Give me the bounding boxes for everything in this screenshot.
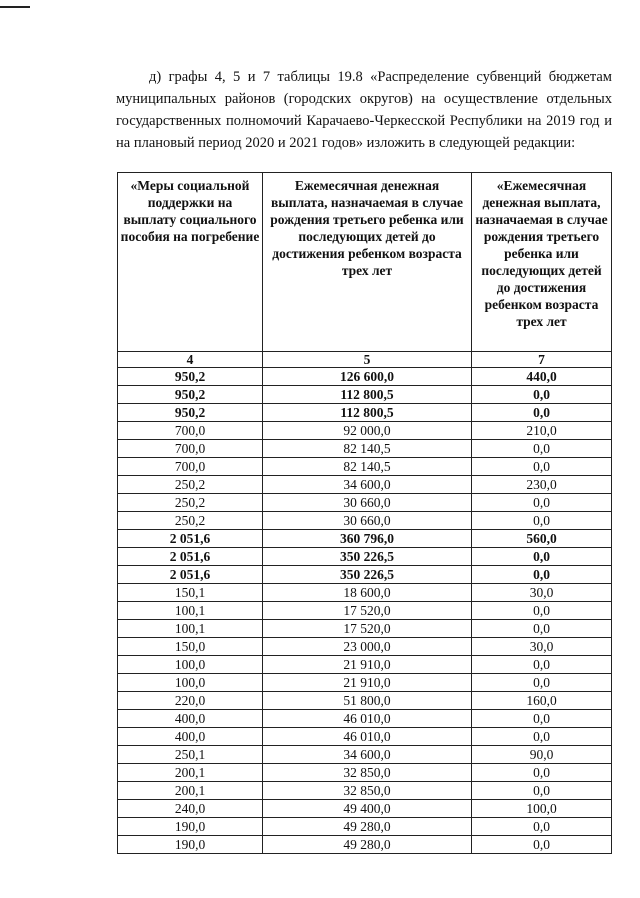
- table-cell: 250,2: [118, 512, 263, 530]
- intro-text: д) графы 4, 5 и 7 таблицы 19.8 «Распределение субвенций бюджетам муниципальных районов (городских округов) на осуществление отдельных государственных полномочий Карачаево-Черкесской Республики на 2019 год и на плановый период 2020 и 2021 годов» изложить в следующей редакции:: [116, 69, 612, 151]
- column-number: 5: [263, 352, 472, 368]
- table-cell: 100,1: [118, 602, 263, 620]
- table-cell: 2 051,6: [118, 548, 263, 566]
- table-row: [118, 656, 612, 674]
- header-monthly-payment-alt: «Ежемесячная денежная выплата, назначаемая в случае рождения третьего ребенка или последующих детей до достижения ребенком возраста трех лет: [472, 173, 612, 352]
- header-monthly-payment: Ежемесячная денежная выплата, назначаемая в случае рождения третьего ребенка или последующих детей до достижения ребенком возраста трех лет: [263, 173, 472, 352]
- table-cell: 190,0: [118, 818, 263, 836]
- table-cell: 230,0: [472, 476, 612, 494]
- table-cell: 34 600,0: [263, 476, 472, 494]
- table-cell: 100,0: [118, 656, 263, 674]
- table-cell: 210,0: [472, 422, 612, 440]
- table-cell: 0,0: [472, 404, 612, 422]
- table-cell: 150,0: [118, 638, 263, 656]
- table-cell: 21 910,0: [263, 656, 472, 674]
- table-cell: 82 140,5: [263, 458, 472, 476]
- table-cell: 0,0: [472, 782, 612, 800]
- table-row: [118, 710, 612, 728]
- table-cell: 160,0: [472, 692, 612, 710]
- table-cell: 0,0: [472, 818, 612, 836]
- table-cell: 18 600,0: [263, 584, 472, 602]
- table-cell: 112 800,5: [263, 386, 472, 404]
- table-cell: 0,0: [472, 458, 612, 476]
- table-cell: 400,0: [118, 728, 263, 746]
- subvention-table: [117, 172, 612, 854]
- table-cell: 950,2: [118, 404, 263, 422]
- table-row: [118, 836, 612, 854]
- table-row: [118, 548, 612, 566]
- table-cell: 0,0: [472, 386, 612, 404]
- table-cell: 82 140,5: [263, 440, 472, 458]
- table-cell: 100,0: [472, 800, 612, 818]
- table-cell: 46 010,0: [263, 728, 472, 746]
- intro-paragraph: [116, 66, 612, 154]
- table-cell: 0,0: [472, 764, 612, 782]
- table-row: [118, 494, 612, 512]
- table-cell: 2 051,6: [118, 530, 263, 548]
- table-cell: 220,0: [118, 692, 263, 710]
- table-cell: 126 600,0: [263, 368, 472, 386]
- table-row: [118, 782, 612, 800]
- column-number: 7: [472, 352, 612, 368]
- table-cell: 200,1: [118, 764, 263, 782]
- table-cell: 250,2: [118, 476, 263, 494]
- table-cell: 100,0: [118, 674, 263, 692]
- table-cell: 0,0: [472, 836, 612, 854]
- table-cell: 0,0: [472, 710, 612, 728]
- table-cell: 700,0: [118, 422, 263, 440]
- table-cell: 250,1: [118, 746, 263, 764]
- table-row: [118, 440, 612, 458]
- table-cell: 2 051,6: [118, 566, 263, 584]
- column-number-row: [118, 352, 612, 368]
- table-row: [118, 746, 612, 764]
- table-cell: 440,0: [472, 368, 612, 386]
- table-row: [118, 674, 612, 692]
- table-cell: 0,0: [472, 494, 612, 512]
- table-cell: 30,0: [472, 638, 612, 656]
- table-cell: 17 520,0: [263, 602, 472, 620]
- table-cell: 0,0: [472, 602, 612, 620]
- table-cell: 100,1: [118, 620, 263, 638]
- table-cell: 0,0: [472, 566, 612, 584]
- table-cell: 240,0: [118, 800, 263, 818]
- table-cell: 200,1: [118, 782, 263, 800]
- table-cell: 0,0: [472, 440, 612, 458]
- table-row: [118, 602, 612, 620]
- table-cell: 0,0: [472, 656, 612, 674]
- table-cell: 92 000,0: [263, 422, 472, 440]
- table-cell: 34 600,0: [263, 746, 472, 764]
- table-cell: 49 400,0: [263, 800, 472, 818]
- table-cell: 360 796,0: [263, 530, 472, 548]
- table-row: [118, 476, 612, 494]
- table-row: [118, 692, 612, 710]
- table-cell: 0,0: [472, 728, 612, 746]
- table-cell: 250,2: [118, 494, 263, 512]
- table-row: [118, 566, 612, 584]
- table-cell: 23 000,0: [263, 638, 472, 656]
- table-cell: 190,0: [118, 836, 263, 854]
- table-cell: 51 800,0: [263, 692, 472, 710]
- table-cell: 21 910,0: [263, 674, 472, 692]
- table-cell: 32 850,0: [263, 764, 472, 782]
- table-row: [118, 620, 612, 638]
- table-cell: 30,0: [472, 584, 612, 602]
- table-row: [118, 512, 612, 530]
- table-cell: 30 660,0: [263, 512, 472, 530]
- table-row: [118, 368, 612, 386]
- table-row: [118, 818, 612, 836]
- table-cell: 0,0: [472, 512, 612, 530]
- table-cell: 17 520,0: [263, 620, 472, 638]
- table-header-row: [118, 173, 612, 352]
- table-row: [118, 800, 612, 818]
- table-cell: 950,2: [118, 368, 263, 386]
- table-cell: 90,0: [472, 746, 612, 764]
- table-cell: 560,0: [472, 530, 612, 548]
- table-cell: 0,0: [472, 548, 612, 566]
- column-number: 4: [118, 352, 263, 368]
- page-corner-mark: [0, 6, 30, 8]
- table-cell: 49 280,0: [263, 836, 472, 854]
- table-row: [118, 728, 612, 746]
- table-cell: 350 226,5: [263, 566, 472, 584]
- table-cell: 400,0: [118, 710, 263, 728]
- table-row: [118, 386, 612, 404]
- table-cell: 30 660,0: [263, 494, 472, 512]
- table-row: [118, 764, 612, 782]
- table-cell: 112 800,5: [263, 404, 472, 422]
- table-cell: 46 010,0: [263, 710, 472, 728]
- table-cell: 0,0: [472, 620, 612, 638]
- table-row: [118, 458, 612, 476]
- header-burial-allowance: «Меры социальной поддержки на выплату социального пособия на погребение: [118, 173, 263, 352]
- table-cell: 700,0: [118, 458, 263, 476]
- table-cell: 950,2: [118, 386, 263, 404]
- table-cell: 150,1: [118, 584, 263, 602]
- table-cell: 32 850,0: [263, 782, 472, 800]
- table-cell: 0,0: [472, 674, 612, 692]
- table-row: [118, 638, 612, 656]
- table-cell: 49 280,0: [263, 818, 472, 836]
- table-cell: 700,0: [118, 440, 263, 458]
- table-cell: 350 226,5: [263, 548, 472, 566]
- table-row: [118, 404, 612, 422]
- table-row: [118, 584, 612, 602]
- table-row: [118, 530, 612, 548]
- table-row: [118, 422, 612, 440]
